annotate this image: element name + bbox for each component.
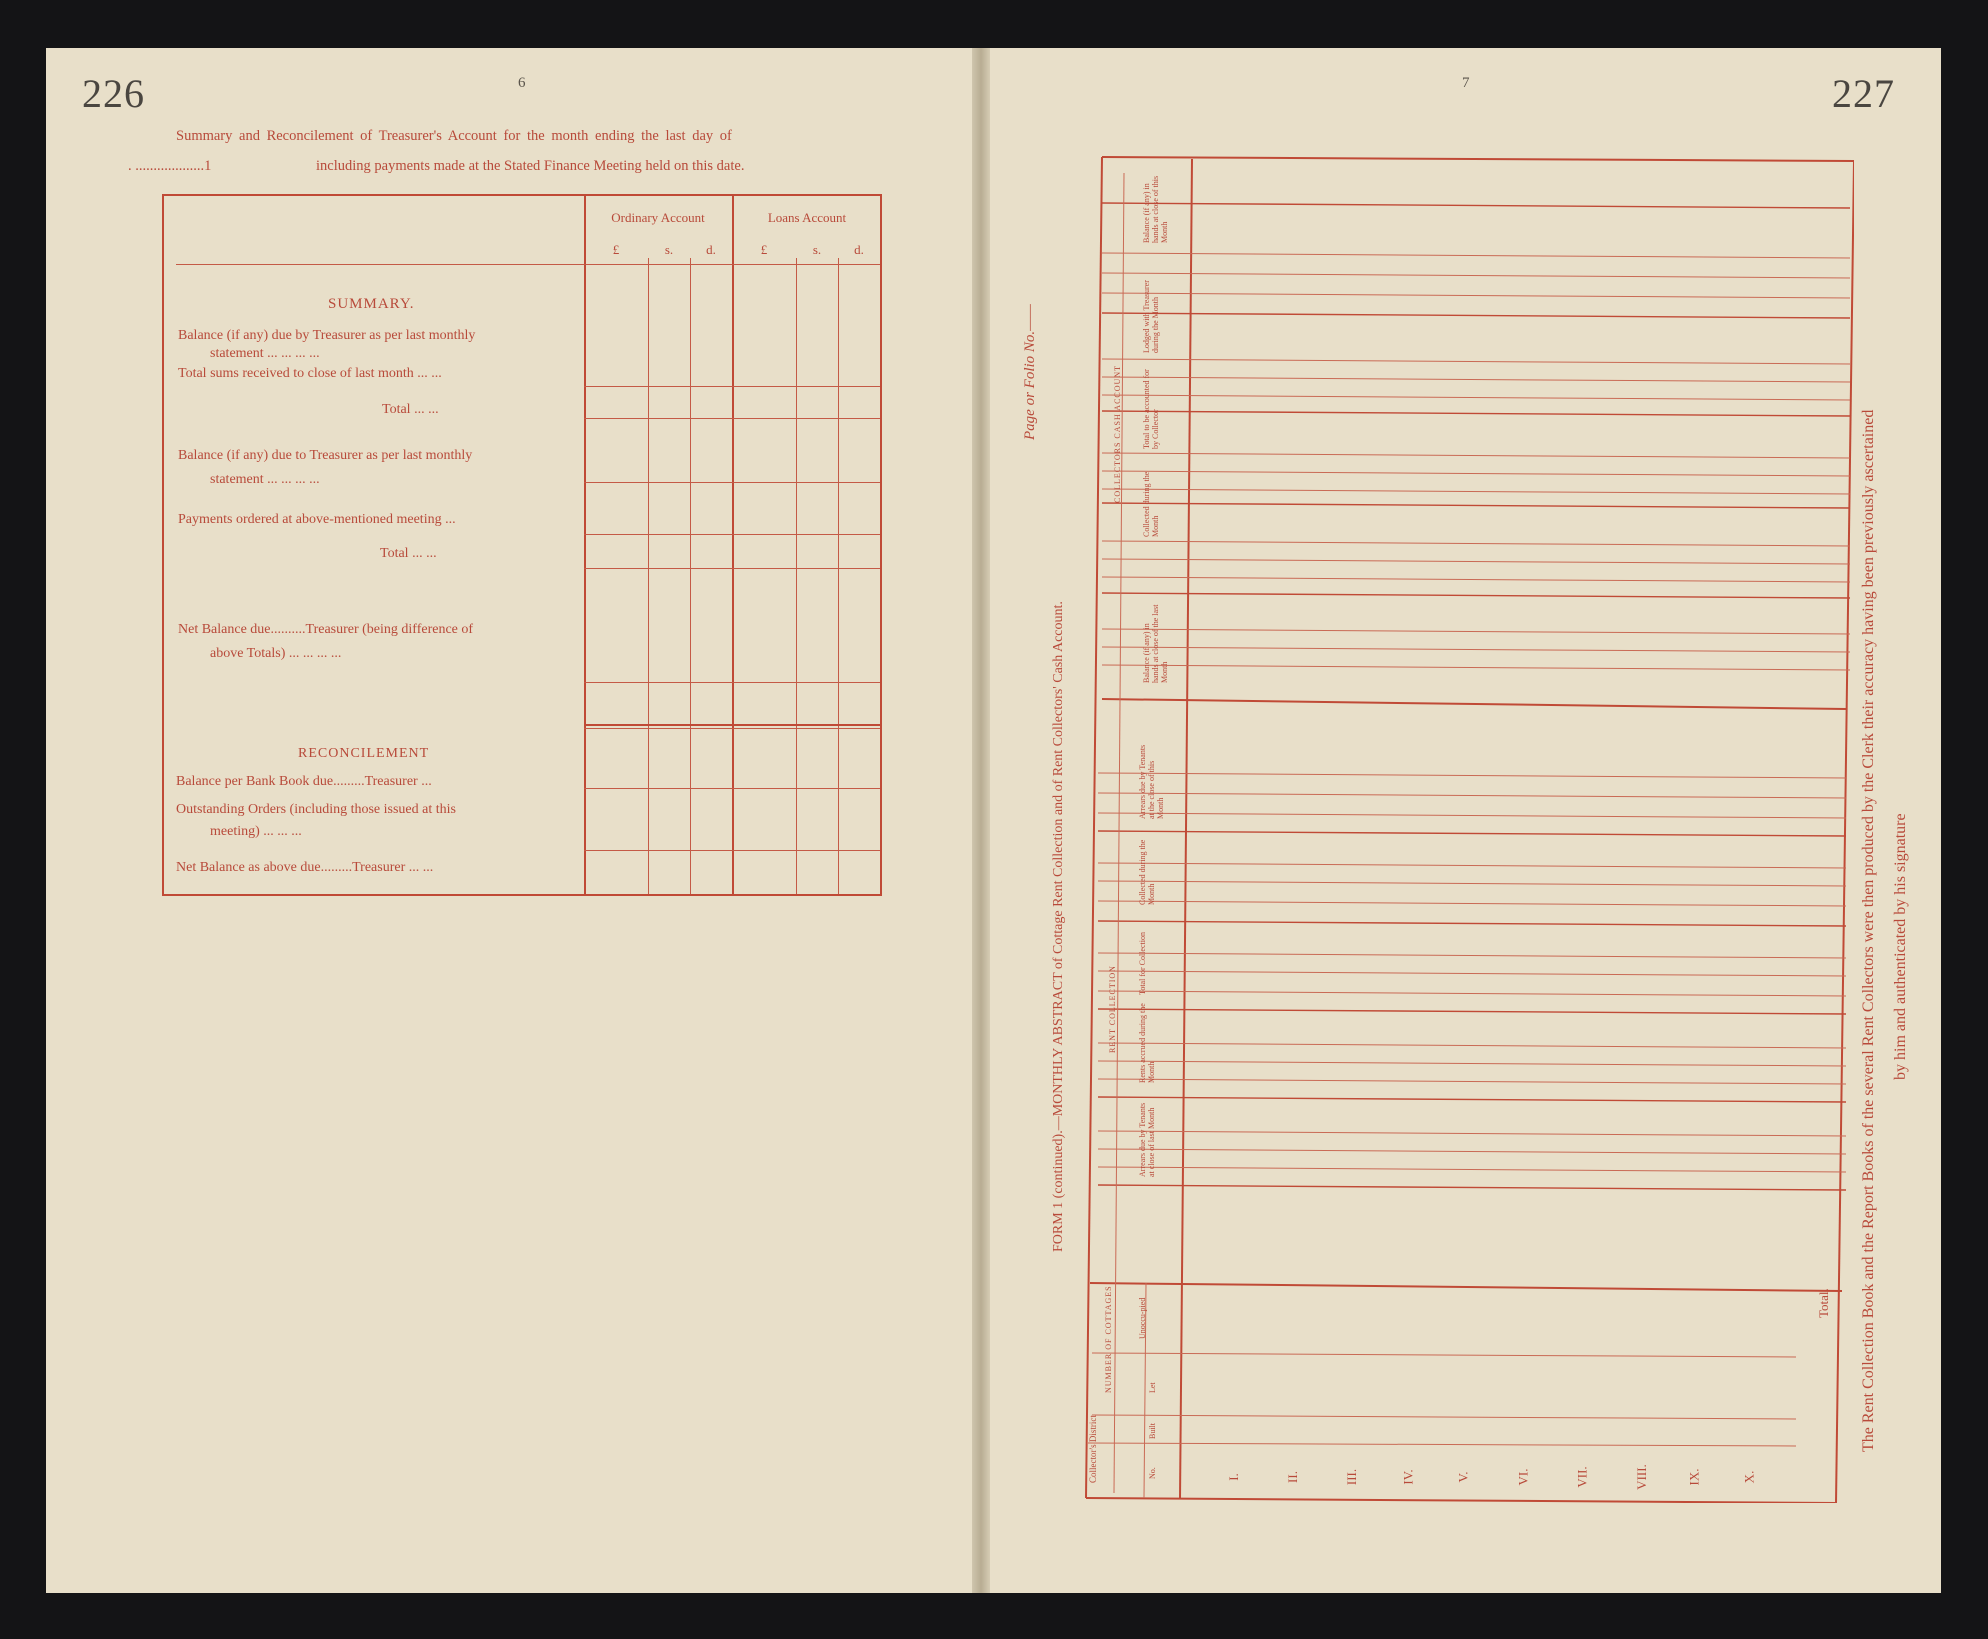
left-title-line1: Summary and Reconcilement of Treasurer's Account for the month ending the last day of (176, 128, 732, 144)
col-rents-accrued: Rents accrued during the Month (1138, 1003, 1156, 1083)
district-numeral: I. (1225, 1473, 1241, 1481)
col-balance-this-month: Balance (if any) in hands at close of this Month (1142, 175, 1169, 243)
district-numeral: III. (1344, 1468, 1360, 1486)
left-title-date-blank: . ...................1 (128, 158, 212, 174)
book-spine (972, 48, 990, 1593)
row-rule (584, 482, 880, 483)
district-numeral: IV. (1400, 1469, 1416, 1485)
col-shilling: s. (664, 242, 674, 257)
left-folio: 226 (82, 71, 145, 116)
col-lodged-with-treasurer: Lodged with Treasurer during the Month (1142, 280, 1160, 353)
col-divider (796, 258, 797, 894)
col-balance-last-month: Balance (if any) in hands at close of the last Month (1142, 604, 1169, 683)
row-rule (584, 418, 880, 419)
district-numeral: X. (1741, 1470, 1757, 1484)
row-net-balance: Net Balance due..........Treasurer (being difference of (178, 622, 474, 637)
row-rule (584, 788, 880, 789)
row-rule (584, 850, 880, 851)
left-page-number: 6 (518, 75, 526, 91)
col-shilling: s. (812, 242, 822, 257)
rent-abstract-ledger (1084, 153, 1854, 1503)
right-folio: 227 (1832, 71, 1895, 116)
row-rule-double (584, 724, 880, 726)
district-numeral: VI. (1515, 1468, 1531, 1486)
group-collectors-district: Collector's District (1088, 1415, 1098, 1483)
header-rule (176, 264, 880, 265)
col-pence: d. (854, 242, 864, 257)
footnote-line1: The Rent Collection Book and the Report Books of the several Rent Collectors were then produced by the Clerk their accuracy having been previously ascertained (1860, 409, 1877, 1452)
footnote-line2: by him and authenticated by his signature (1892, 813, 1909, 1080)
col-pound: £ (612, 242, 620, 257)
row-balance-due-to-cont: statement ... ... ... ... (210, 472, 320, 487)
district-numeral: VIII. (1633, 1464, 1649, 1490)
col-collected-rent: Collected during the Month (1138, 839, 1156, 905)
district-numeral: V. (1455, 1471, 1471, 1483)
row-total-1: Total ... ... (382, 402, 439, 417)
row-outstanding-orders-cont: meeting) ... ... ... (210, 824, 302, 839)
page-folio-label: Page or Folio No.—— (1022, 304, 1038, 440)
col-total-accounted: Total to be accounted for by Collector (1142, 369, 1160, 449)
group-cash-account: COLLECTORS CASH ACCOUNT (1113, 365, 1122, 503)
col-divider (648, 258, 649, 894)
row-rule (584, 534, 880, 535)
form-title: FORM 1 (continued).—MONTHLY ABSTRACT of Cottage Rent Collection and of Rent Collectors' Cash Account. (1051, 601, 1066, 1252)
district-numeral: VII. (1574, 1466, 1590, 1488)
group-number-of-cottages: NUMBER OF COTTAGES (1104, 1285, 1113, 1393)
row-net-balance-above: Net Balance as above due.........Treasurer ... ... (176, 860, 434, 875)
summary-table (162, 194, 882, 896)
col-unoccupied: Unoccu-pied (1138, 1297, 1147, 1339)
row-rule (584, 386, 880, 387)
col-divider (732, 196, 734, 894)
row-rule-double (584, 728, 880, 729)
row-net-balance-cont: above Totals) ... ... ... ... (210, 646, 342, 661)
row-rule (584, 682, 880, 683)
col-ordinary-account: Ordinary Account (611, 210, 705, 225)
col-total-for-collection: Total for Collection (1138, 932, 1147, 995)
district-numeral: II. (1284, 1471, 1300, 1483)
row-rule (584, 568, 880, 569)
right-page-number: 7 (1462, 75, 1470, 91)
row-balance-due-by: Balance (if any) due by Treasurer as per last monthly (178, 328, 476, 343)
row-total-sums: Total sums received to close of last month ... ... (178, 366, 442, 381)
col-no: No. (1148, 1467, 1157, 1479)
col-arrears-this-month: Arrears due by Tenants at the close of this Month (1138, 744, 1165, 819)
col-let: Let (1148, 1382, 1157, 1393)
total-label: Total. (1816, 1288, 1831, 1318)
summary-heading: SUMMARY. (328, 296, 415, 312)
col-divider (690, 258, 691, 894)
col-divider (584, 196, 586, 894)
row-outstanding-orders: Outstanding Orders (including those issued at this (176, 802, 456, 817)
col-arrears-last-month: Arrears due by Tenants at close of last Month (1138, 1102, 1156, 1177)
row-balance-due-by-cont: statement ... ... ... ... (210, 346, 320, 361)
col-divider (838, 258, 839, 894)
group-rent-collection: RENT COLLECTION (1108, 965, 1117, 1053)
col-built: Built (1148, 1422, 1157, 1439)
left-title-line2: including payments made at the Stated Finance Meeting held on this date. (316, 158, 745, 174)
row-total-2: Total ... ... (380, 546, 437, 561)
row-payments-ordered: Payments ordered at above-mentioned meeting ... (178, 512, 456, 527)
col-collected-cash: Collected during the Month (1142, 471, 1160, 537)
row-balance-bank-book: Balance per Bank Book due.........Treasurer ... (176, 774, 432, 789)
row-balance-due-to: Balance (if any) due to Treasurer as per last monthly (178, 448, 473, 463)
col-loans-account: Loans Account (767, 210, 847, 225)
col-pence: d. (706, 242, 716, 257)
ledger-grid (1084, 153, 1854, 1503)
col-pound: £ (760, 242, 768, 257)
district-numeral: IX. (1686, 1468, 1702, 1486)
reconcilement-heading: RECONCILEMENT (298, 746, 430, 761)
